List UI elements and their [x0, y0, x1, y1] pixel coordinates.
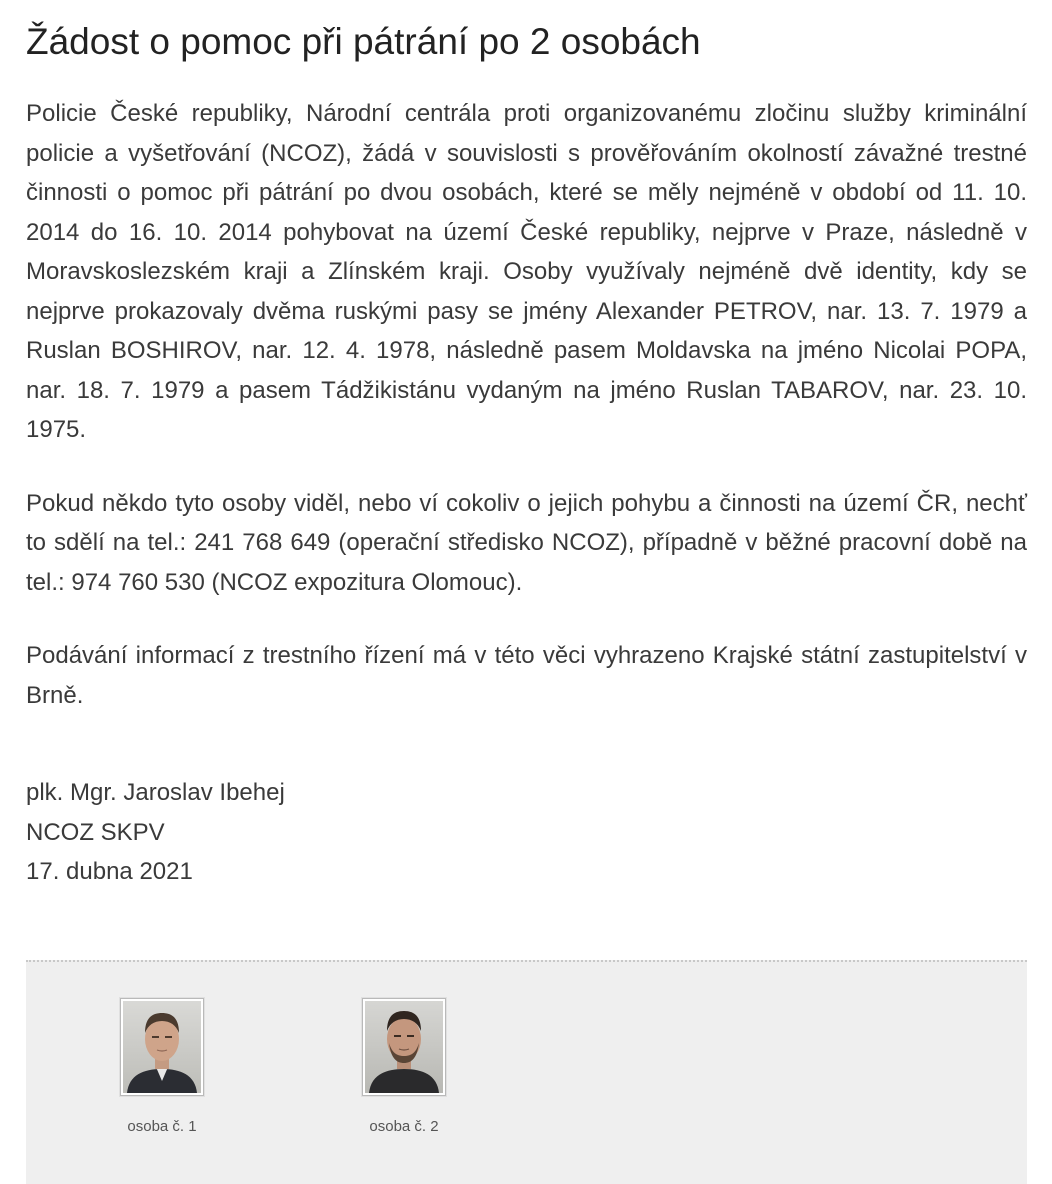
photo-caption-person-1: osoba č. 1 — [127, 1118, 197, 1135]
signature-name: plk. Mgr. Jaroslav Ibehej — [26, 779, 285, 806]
article — [26, 0, 1027, 892]
person-portrait-icon — [123, 1001, 201, 1093]
signature-block — [26, 773, 1027, 892]
photo-gallery — [26, 960, 1027, 1184]
photo-caption-person-2: osoba č. 2 — [369, 1118, 439, 1135]
paragraph-legal-note: Podávání informací z trestního řízení má v této věci vyhrazeno Krajské státní zastupitelství v Brně. — [26, 642, 1027, 709]
page-title: Žádost o pomoc při pátrání po 2 osobách — [26, 21, 701, 62]
paragraph-search-request: Policie České republiky, Národní centrála proti organizovanému zločinu služby kriminální policie a vyšetřování (NCOZ), žádá v souvislosti s prověřováním okolností závažné trestné činnosti o pomoc při pátrání po dvou osobách, které se měly nejméně v období od 11. 10. 2014 do 16. 10. 2014 pohybovat na území České republiky, nejprve v Praze, následně v Moravskoslezském kraji a Zlínském kraji. Osoby využívaly nejméně dvě identity, kdy se nejprve prokazovaly dvěma ruskými pasy se jmény Alexander PETROV, nar. 13. 7. 1979 a Ruslan BOSHIROV, nar. 12. 4. 1978, následně pasem Moldavska na jméno Nicolai POPA, nar. 18. 7. 1979 a pasem Tádžikistánu vydaným na jméno Ruslan TABAROV, nar. 23. 10. 1975. — [26, 100, 1027, 443]
gallery-item-person-1[interactable] — [92, 998, 232, 1135]
gallery-item-person-2[interactable] — [334, 998, 474, 1135]
paragraph-contact-info: Pokud někdo tyto osoby viděl, nebo ví cokoliv o jejich pohybu a činnosti na území ČR, nechť to sdělí na tel.: 241 768 649 (operační středisko NCOZ), případně v běžné pracovní době na tel.: 974 760 530 (NCOZ expozitura Olomouc). — [26, 489, 1027, 596]
signature-unit: NCOZ SKPV — [26, 818, 165, 846]
person-portrait-icon — [365, 1001, 443, 1093]
signature-date: 17. dubna 2021 — [26, 858, 193, 885]
photo-thumbnail-person-1[interactable] — [120, 998, 204, 1096]
photo-thumbnail-person-2[interactable] — [362, 998, 446, 1096]
